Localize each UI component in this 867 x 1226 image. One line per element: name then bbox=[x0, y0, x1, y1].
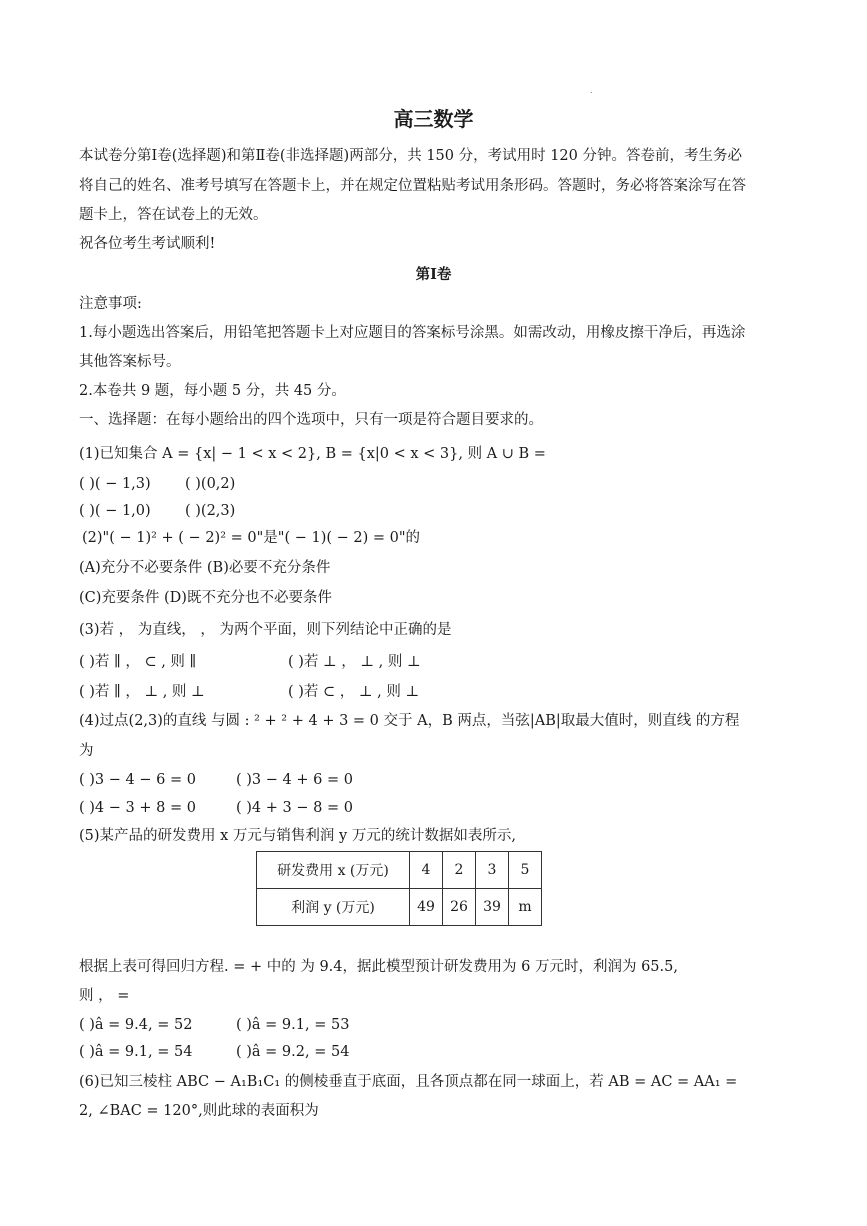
table-row-header: 研发费用 x (万元) bbox=[257, 852, 410, 889]
question-5-option-d: ( )â = 9.2, = 54 bbox=[236, 1044, 350, 1060]
question-3-option-c: ( )若 ∥ ， ⊥ , 则 ⊥ bbox=[79, 684, 205, 700]
data-table bbox=[256, 851, 542, 926]
question-1-option-b: ( )(0,2) bbox=[185, 476, 236, 492]
question-6-stem-cont: 2, ∠BAC = 120°,则此球的表面积为 bbox=[79, 1103, 319, 1119]
table-cell: 2 bbox=[443, 852, 476, 889]
question-4-stem-cont: 为 bbox=[79, 743, 94, 759]
table-cell: 49 bbox=[410, 889, 443, 926]
question-4-stem: (4)过点(2,3)的直线 与圆 : ² + ² + 4 + 3 = 0 交于 A，B 两点，当弦|AB|取最大值时，则直线 的方程 bbox=[79, 713, 740, 729]
question-5-text: 根据上表可得回归方程. = + 中的 为 9.4，据此模型预计研发费用为 6 万元时，利润为 65.5, bbox=[79, 959, 678, 975]
table-row-header: 利润 y (万元) bbox=[257, 889, 410, 926]
question-4-option-a: ( )3 − 4 − 6 = 0 bbox=[79, 772, 196, 788]
table-cell: 3 bbox=[476, 852, 509, 889]
intro-line: 题卡上，答在试卷上的无效。 bbox=[79, 207, 268, 223]
question-3-option-a: ( )若 ∥ ， ⊂ , 则 ∥ bbox=[79, 654, 197, 670]
greeting: 祝各位考生考试顺利! bbox=[79, 236, 216, 252]
question-4-option-d: ( )4 + 3 − 8 = 0 bbox=[236, 800, 353, 816]
question-5-text-cont: 则 ， = bbox=[79, 988, 130, 1004]
corner-mark: . bbox=[590, 86, 593, 95]
note-2: 2.本卷共 9 题，每小题 5 分，共 45 分。 bbox=[79, 383, 346, 399]
question-2-options-ab: (A)充分不必要条件 (B)必要不充分条件 bbox=[79, 560, 331, 576]
note-1: 1.每小题选出答案后，用铅笔把答题卡上对应题目的答案标号涂黑。如需改动，用橡皮擦干净后，再选涂 bbox=[79, 325, 746, 341]
question-3-stem: (3)若 ， 为直线， ， 为两个平面，则下列结论中正确的是 bbox=[79, 622, 452, 638]
question-5-option-b: ( )â = 9.1, = 53 bbox=[236, 1017, 350, 1033]
question-3-option-b: ( )若 ⊥ ， ⊥ , 则 ⊥ bbox=[288, 654, 421, 670]
question-1-option-d: ( )(2,3) bbox=[185, 503, 236, 519]
notes-heading: 注意事项: bbox=[79, 296, 142, 312]
question-1-option-a: ( )( − 1,3) bbox=[79, 476, 151, 492]
intro-line: 将自己的姓名、准考号填写在答题卡上，并在规定位置粘贴考试用条形码。答题时，务必将答案涂写在答 bbox=[79, 178, 746, 194]
question-1-stem: (1)已知集合 A = {x| − 1 < x < 2}, B = {x|0 < x < 3}, 则 A ∪ B = bbox=[79, 446, 546, 462]
table-cell: 5 bbox=[509, 852, 542, 889]
table-cell: 39 bbox=[476, 889, 509, 926]
table-cell: 4 bbox=[410, 852, 443, 889]
question-6-stem: (6)已知三棱柱 ABC − A₁B₁C₁ 的侧棱垂直于底面，且各顶点都在同一球面上，若 AB = AC = AA₁ = bbox=[79, 1074, 738, 1090]
table-cell: m bbox=[509, 889, 542, 926]
question-5-option-c: ( )â = 9.1, = 54 bbox=[79, 1044, 193, 1060]
note-1-cont: 其他答案标号。 bbox=[79, 354, 181, 370]
question-2-options-cd: (C)充要条件 (D)既不充分也不必要条件 bbox=[79, 590, 332, 606]
table-cell: 26 bbox=[443, 889, 476, 926]
question-4-option-b: ( )3 − 4 + 6 = 0 bbox=[236, 772, 353, 788]
question-3-option-d: ( )若 ⊂ ， ⊥ , 则 ⊥ bbox=[288, 684, 420, 700]
table-row bbox=[257, 889, 542, 926]
question-5-stem: (5)某产品的研发费用 x 万元与销售利润 y 万元的统计数据如表所示, bbox=[79, 828, 516, 844]
section-title: 第Ⅰ卷 bbox=[415, 266, 452, 283]
question-4-option-c: ( )4 − 3 + 8 = 0 bbox=[79, 800, 196, 816]
question-5-option-a: ( )â = 9.4, = 52 bbox=[79, 1017, 193, 1033]
question-1-option-c: ( )( − 1,0) bbox=[79, 503, 151, 519]
intro-line: 本试卷分第Ⅰ卷(选择题)和第Ⅱ卷(非选择题)两部分，共 150 分，考试用时 120 分钟。答卷前，考生务必 bbox=[79, 148, 742, 164]
part-heading: 一、选择题：在每小题给出的四个选项中，只有一项是符合题目要求的。 bbox=[79, 412, 543, 428]
page-title: 高三数学 bbox=[393, 107, 474, 131]
table-row bbox=[257, 852, 542, 889]
question-2-stem: (2)"( − 1)² + ( − 2)² = 0"是"( − 1)( − 2) = 0"的 bbox=[82, 530, 421, 546]
